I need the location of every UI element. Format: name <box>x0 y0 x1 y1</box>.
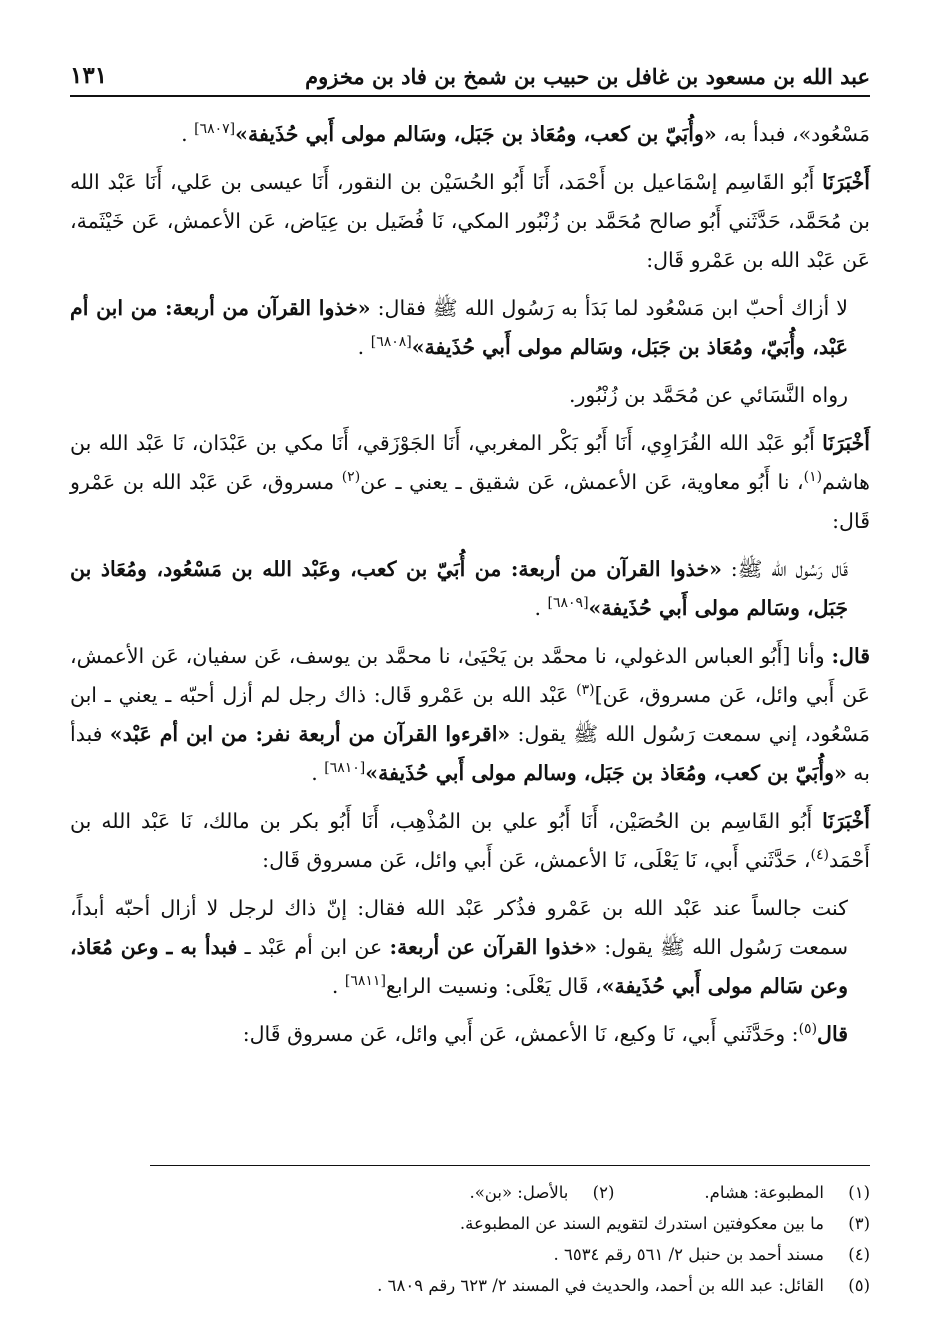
footnotes <box>70 1177 870 1301</box>
text-run: لا أزاك أحبّ ابن مَسْعُود لما بَدَأ به رَسُول الله ﷺ فقال: <box>370 296 848 320</box>
bold-text: أَخْبَرَنَا <box>822 809 870 833</box>
bold-text: «اقرءوا القرآن من أربعة نفر: من ابن أم عَبْد» <box>109 722 511 746</box>
text-run: عن ابن أم عَبْد ـ <box>237 935 390 959</box>
text-run: . <box>331 974 345 998</box>
bold-text: «خذوا القرآن من أربعة: من ابن أم عَبْد، وأُبَيّ، ومُعَاذ بن جَبَل، وسَالم مولى أَبي حُذَيفة» <box>70 296 848 359</box>
bold-text: «خذوا القرآن عن أربعة: <box>389 935 598 959</box>
bold-text: أَخْبَرَنَا <box>822 431 870 455</box>
spacer <box>624 1177 694 1208</box>
reference-marker: (٣) <box>576 682 595 699</box>
footnote <box>70 1177 870 1208</box>
reference-marker: [٦٨٠٨] <box>370 334 412 351</box>
paragraph <box>70 424 870 541</box>
paragraph <box>70 802 870 880</box>
text-run: ، نا أَبُو معاوية، عَن الأعمش، عَن شقيق ـ يعني ـ عن <box>360 470 804 494</box>
text-run: . <box>311 761 325 785</box>
bold-text: قال <box>817 1022 848 1046</box>
reference-marker: [٦٨١٠] <box>324 760 366 777</box>
footnote-text: مسند أحمد بن حنبل ٢/ ٥٦١ رقم ٦٥٣٤ . <box>553 1245 824 1264</box>
running-title: عبد الله بن مسعود بن غافل بن حبيب بن شمخ بن فاد بن مخزوم <box>305 64 870 89</box>
text-run: . <box>357 335 371 359</box>
main-text <box>70 115 870 1054</box>
paragraph <box>70 637 870 793</box>
reference-marker: [٦٨٠٧] <box>194 121 236 138</box>
text-run: كنت جالساً عند عَبْد الله بن عَمْرو فذُكر عَبْد الله فقال: إنّ ذاك لرجل لا أزال أحبّه أبداً، سمعت رَسُول الله ﷺ يقول: <box>70 896 848 959</box>
text-run: قَال رَسُول الله ﷺ: <box>721 557 848 581</box>
text-run: : وحَدَّثَني أَبي، نَا وكيع، نَا الأعمش، عَن أَبي وائل، عَن مسروق قَال: <box>242 1022 799 1046</box>
footnote-number: (٢) <box>592 1183 615 1202</box>
footnote-number: (١) <box>848 1183 870 1202</box>
reference-marker: [٦٨١١] <box>344 973 386 990</box>
reference-marker: (٥) <box>798 1021 818 1038</box>
bold-text: «وأُبَيّ بن كعب، ومُعَاذ بن جَبَل، وسَالم مولى أَبي حُذَيفة» <box>235 122 717 146</box>
text-run: مَسْعُود»، فبدأ به، <box>716 122 870 146</box>
text-run: أَبُو القَاسِم بن الحُصَيْن، أَنَا أَبُو علي بن المُذْهِب، أَنَا أَبُو بكر بن مالك، نَا عَبْد الله بن أَحْمَد <box>70 809 870 872</box>
paragraph <box>70 1015 870 1054</box>
paragraph <box>70 115 870 154</box>
text-run: وأنا [أَبُو العباس الدغولي، نا محمَّد بن يَحْيَىٰ، نا محمَّد بن يوسف، عَن سفيان، عَن الأعمش، عَن أَبي وائل، عَن مسروق، عَن] <box>70 644 870 707</box>
text-run: ، قَال يَعْلَى: ونسيت الرابع <box>385 974 602 998</box>
reference-marker: (١) <box>803 469 823 486</box>
text-run: أَبُو عَبْد الله الفُرَاوِي، أَنَا أَبُو بَكْر المغربي، أَنَا الجَوْزَقي، أَنَا مكي بن عَبْدَان، نَا عَبْد الله بن هاشم <box>70 431 870 494</box>
book-page <box>70 55 871 1295</box>
reference-marker: (٤) <box>810 847 830 864</box>
paragraph <box>70 376 870 415</box>
footnote-number: (٤) <box>848 1245 870 1264</box>
bold-text: فبدأ به ـ وعن مُعَاذ، وعن سَالم مولى أَبي حُذَيفة» <box>70 935 848 998</box>
hadith-text <box>70 889 870 1006</box>
text-run: ، حَدَّثَني أَبي، نَا يَعْلَى، نَا الأعمش، عَن أَبي وائل، عَن مسروق قَال: <box>262 848 811 872</box>
reference-marker: (٢) <box>341 469 361 486</box>
text-run: مسروق، عَن عَبْد الله بن عَمْرو قَال: <box>70 470 870 533</box>
hadith-text <box>70 550 870 628</box>
text-run: رواه النَّسَائي عن مُحَمَّد بن زُنْبُور. <box>568 383 848 407</box>
footnote <box>70 1239 870 1270</box>
running-header <box>70 55 870 97</box>
page-number: ١٣١ <box>70 62 108 89</box>
bold-text: «وأُبَيّ بن كعب، ومُعَاذ بن جَبَل، وسالم مولى أَبي حُذَيفة» <box>365 761 847 785</box>
footnote-text: ما بين معكوفتين استدرك لتقويم السند عن المطبوعة. <box>459 1214 824 1233</box>
footnote-text: القائل: عبد الله بن أحمد، والحديث في المسند ٢/ ٦٢٣ رقم ٦٨٠٩ . <box>377 1276 824 1295</box>
footnote <box>70 1270 870 1301</box>
text-run: أَبُو القَاسِم إسْمَاعيل بن أَحْمَد، أَنَا أَبُو الحُسَيْن بن النقور، أَنَا عيسى بن عَلي، أَنَا عَبْد الله بن مُحَمَّد، حَدَّثَني أَبُو صالح مُحَمَّد بن زُنْبُور المكي، نَا فُضَيل بن عِيَاض، عَن الأعمش، عَن خَيْثَمة، عَن عَبْد الله بن عَمْرو قَال: <box>70 170 870 272</box>
hadith-text <box>70 289 870 367</box>
bold-text: «خذوا القرآن من أربعة: من أُبَيّ بن كعب، وعَبْد الله بن مَسْعُود، ومُعَاذ بن جَبَل، وسَالم مولى أَبي حُذَيفة» <box>70 557 848 620</box>
text-run: عَبْد الله بن عَمْرو قَال: ذاك رجل لم أزل أحبّه ـ يعني ـ ابن مَسْعُود، إني سمعت رَسُول الله ﷺ يقول: <box>70 683 871 746</box>
bold-text: قال: <box>831 644 870 668</box>
footnote-number: (٥) <box>848 1276 870 1295</box>
text-run: . <box>181 122 195 146</box>
text-run: . <box>534 596 548 620</box>
reference-marker: [٦٨٠٩] <box>547 595 589 612</box>
footnote-text: بالأصل: «بن». <box>469 1183 569 1202</box>
footnote-number: (٣) <box>848 1214 870 1233</box>
text-run: فبدأ به <box>70 722 870 785</box>
footnote-text: المطبوعة: هشام. <box>704 1183 824 1202</box>
paragraph <box>70 163 870 280</box>
footnote-separator <box>150 1165 870 1166</box>
bold-text: أَخْبَرَنَا <box>822 170 870 194</box>
footnote <box>70 1208 870 1239</box>
